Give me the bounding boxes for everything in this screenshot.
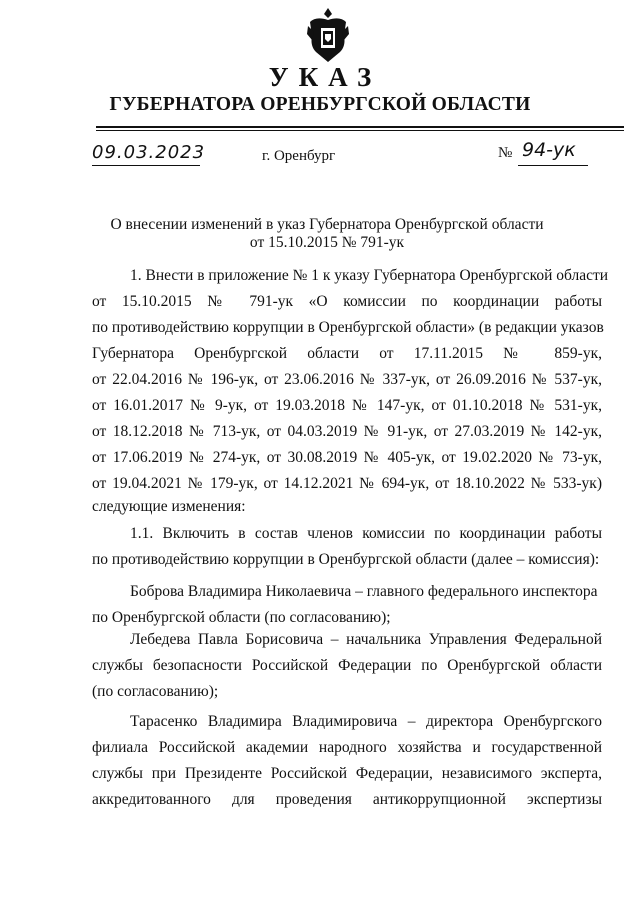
decree-city: г. Оренбург — [262, 148, 336, 164]
body-line: от 18.12.2018 № 713-ук, от 04.03.2019 № 91-ук, от 27.03.2019 № 142-ук, — [92, 423, 602, 440]
body-line: от 17.06.2019 № 274-ук, от 30.08.2019 № 405-ук, от 19.02.2020 № 73-ук, — [92, 449, 602, 466]
decree-date: 09.03.2023 — [92, 142, 206, 163]
body-line: (по согласованию); — [92, 683, 219, 700]
decree-number: 94-ук — [522, 139, 576, 161]
body-line: 1.1. Включить в состав членов комиссии по координации работы — [130, 525, 602, 542]
body-line: от 19.04.2021 № 179-ук, от 14.12.2021 № 694-ук, от 18.10.2022 № 533-ук) — [92, 475, 602, 492]
header-divider-thick — [96, 126, 624, 128]
body-line: службы при Президенте Российской Федерации, независимого эксперта, — [92, 765, 602, 782]
subject-line-2: от 15.10.2015 № 791-ук — [249, 234, 405, 251]
body-line: филиала Российской академии народного хозяйства и государственной — [92, 739, 602, 756]
body-line: следующие изменения: — [92, 498, 246, 515]
body-line: от 16.01.2017 № 9-ук, от 19.03.2018 № 147-ук, от 01.10.2018 № 531-ук, — [92, 397, 602, 414]
body-line: Тарасенко Владимира Владимировича – директора Оренбургского — [130, 713, 602, 730]
coat-of-arms-emblem — [306, 6, 350, 64]
subject-line-1: О внесении изменений в указ Губернатора Оренбургской области — [110, 216, 544, 233]
issuer-title: ГУБЕРНАТОРА ОРЕНБУРГСКОЙ ОБЛАСТИ — [109, 94, 531, 115]
number-sign: № — [498, 145, 513, 161]
body-line: аккредитованного для проведения антикоррупционной экспертизы — [92, 791, 602, 808]
body-line: по Оренбургской области (по согласованию); — [92, 609, 391, 626]
body-line: 1. Внести в приложение № 1 к указу Губернатора Оренбургской области — [130, 267, 609, 284]
number-underline — [518, 165, 588, 166]
body-line: по противодействию коррупции в Оренбургской области (далее – комиссия): — [92, 551, 600, 568]
header-divider-thin — [96, 130, 624, 131]
document-type-title: УКАЗ — [268, 62, 382, 92]
body-line: Лебедева Павла Борисовича – начальника Управления Федеральной — [130, 631, 602, 648]
body-line: от 15.10.2015 № 791-ук «О комиссии по координации работы — [92, 293, 602, 310]
body-line: Боброва Владимира Николаевича – главного федерального инспектора — [130, 583, 598, 600]
date-underline — [92, 165, 200, 166]
body-line: Губернатора Оренбургской области от 17.11.2015 № 859-ук, — [92, 345, 602, 362]
body-line: по противодействию коррупции в Оренбургской области» (в редакции указов — [92, 319, 604, 336]
body-line: от 22.04.2016 № 196-ук, от 23.06.2016 № 337-ук, от 26.09.2016 № 537-ук, — [92, 371, 602, 388]
body-line: службы безопасности Российской Федерации по Оренбургской области — [92, 657, 602, 674]
